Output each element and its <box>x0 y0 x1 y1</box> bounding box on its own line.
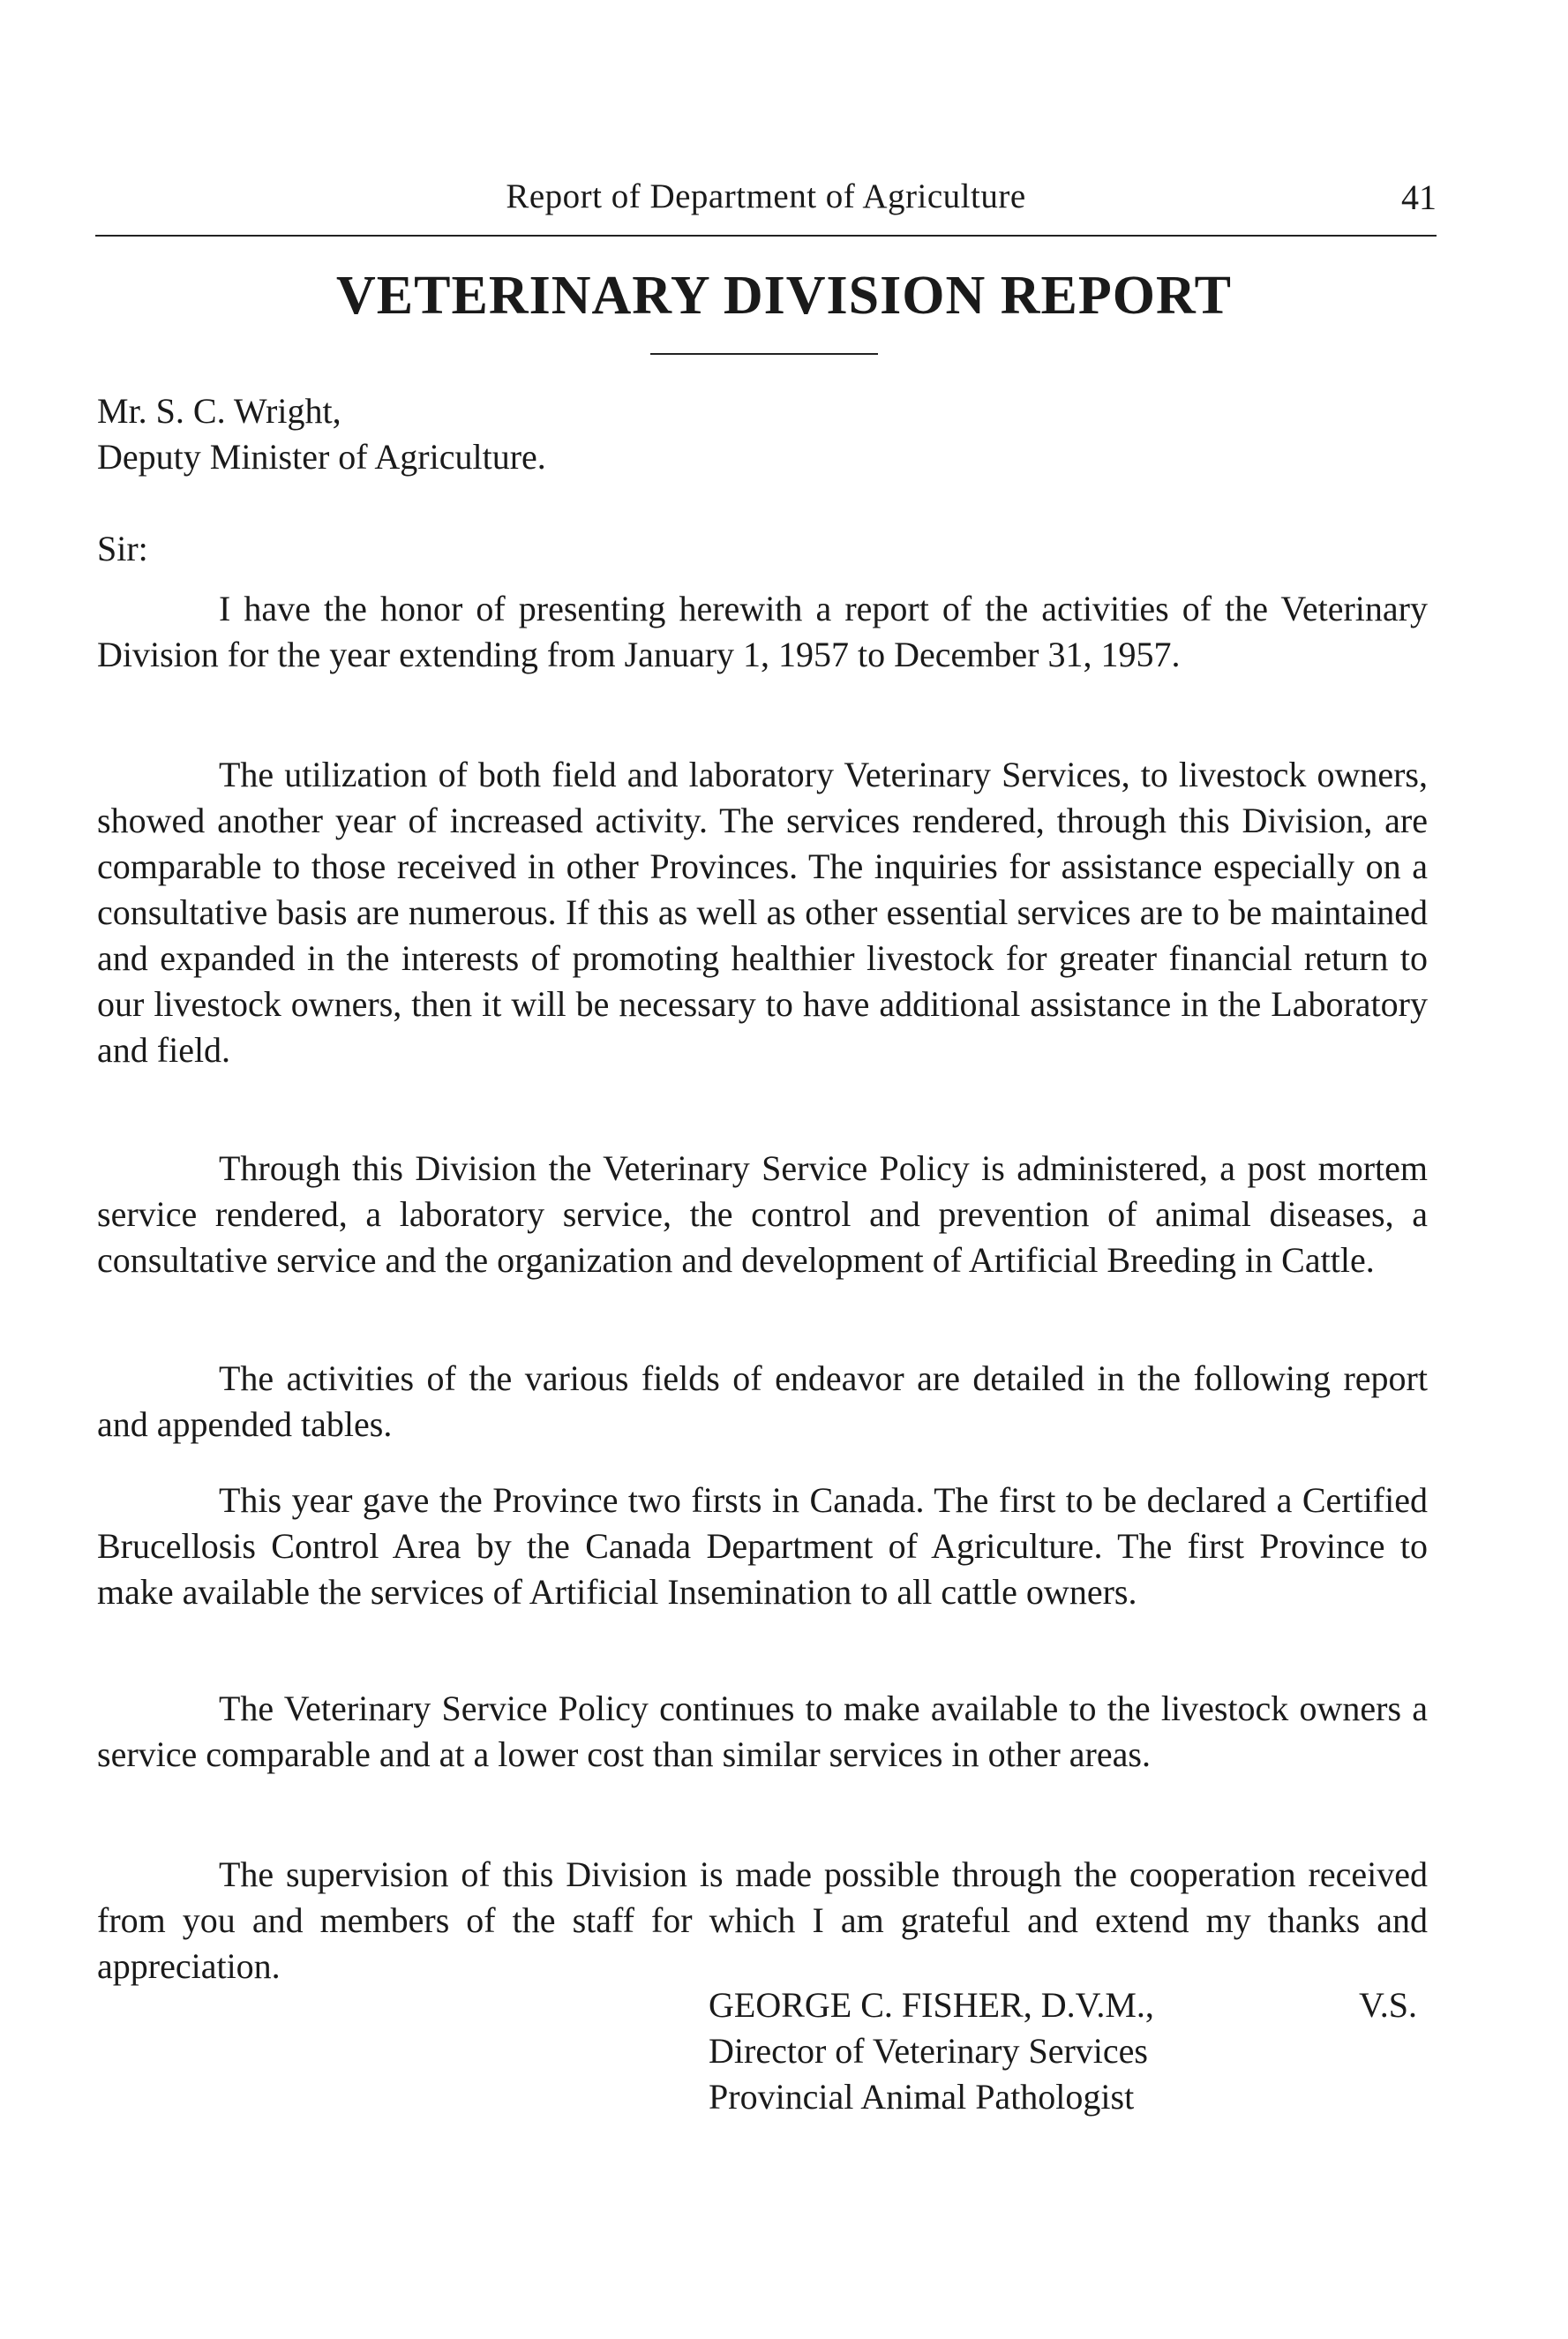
page-number: 41 <box>1401 177 1437 217</box>
report-title: VETERINARY DIVISION REPORT <box>336 266 1232 326</box>
signatory-title-1: Director of Veterinary Services <box>709 2031 1148 2071</box>
paragraph-6: The Veterinary Service Policy continues to make available to the livestock owners a service comparable and at a lower cost than similar services in other areas. <box>97 1688 1428 1774</box>
paragraph-7: The supervision of this Division is made possible through the cooperation received from you and members of the staff for which I am grateful and extend my thanks and appreciation. <box>97 1854 1428 1986</box>
paragraph-5: This year gave the Province two firsts in Canada. The first to be declared a Certified Brucellosis Control Area by the Canada Department of Agriculture. The first Province to make available the services of Artificial Insemination to all cattle owners. <box>97 1480 1428 1612</box>
signatory-line <box>709 1982 1417 2028</box>
signatory-title-2: Provincial Animal Pathologist <box>709 2077 1135 2117</box>
signature-block <box>709 1982 1432 2120</box>
title-underline <box>650 353 878 355</box>
signatory-degree: V.S. <box>1359 1985 1417 2025</box>
addressee-block <box>97 388 1428 480</box>
addressee-name: Mr. S. C. Wright, <box>97 391 341 431</box>
paragraph-3: Through this Division the Veterinary Service Policy is administered, a post mortem service rendered, a laboratory service, the control and prevention of animal diseases, a consultative service and the organization and development of Artificial Breeding in Cattle. <box>97 1148 1428 1280</box>
paragraph-1: I have the honor of presenting herewith a report of the activities of the Veterinary Division for the year extending from January 1, 1957 to December 31, 1957. <box>97 589 1428 674</box>
signatory-name: GEORGE C. FISHER, D.V.M., <box>709 1985 1154 2025</box>
running-head-title: Report of Department of Agriculture <box>506 177 1026 215</box>
salutation: Sir: <box>97 529 148 568</box>
addressee-position: Deputy Minister of Agriculture. <box>97 437 546 477</box>
paragraph-2: The utilization of both field and laboratory Veterinary Services, to livestock owners, showed another year of increased activity. The services rendered, through this Division, are comparable to those received in other Provinces. The inquiries for assistance especially on a consultative basis are numerous. If this as well as other essential services are to be maintained and expanded in the interests of promoting healthier livestock for greater financial return to our livestock owners, then it will be necessary to have additional assistance in the Laboratory and field. <box>97 755 1428 1070</box>
running-header <box>95 173 1437 237</box>
paragraph-4: The activities of the various fields of endeavor are detailed in the following report and appended tables. <box>97 1358 1428 1444</box>
